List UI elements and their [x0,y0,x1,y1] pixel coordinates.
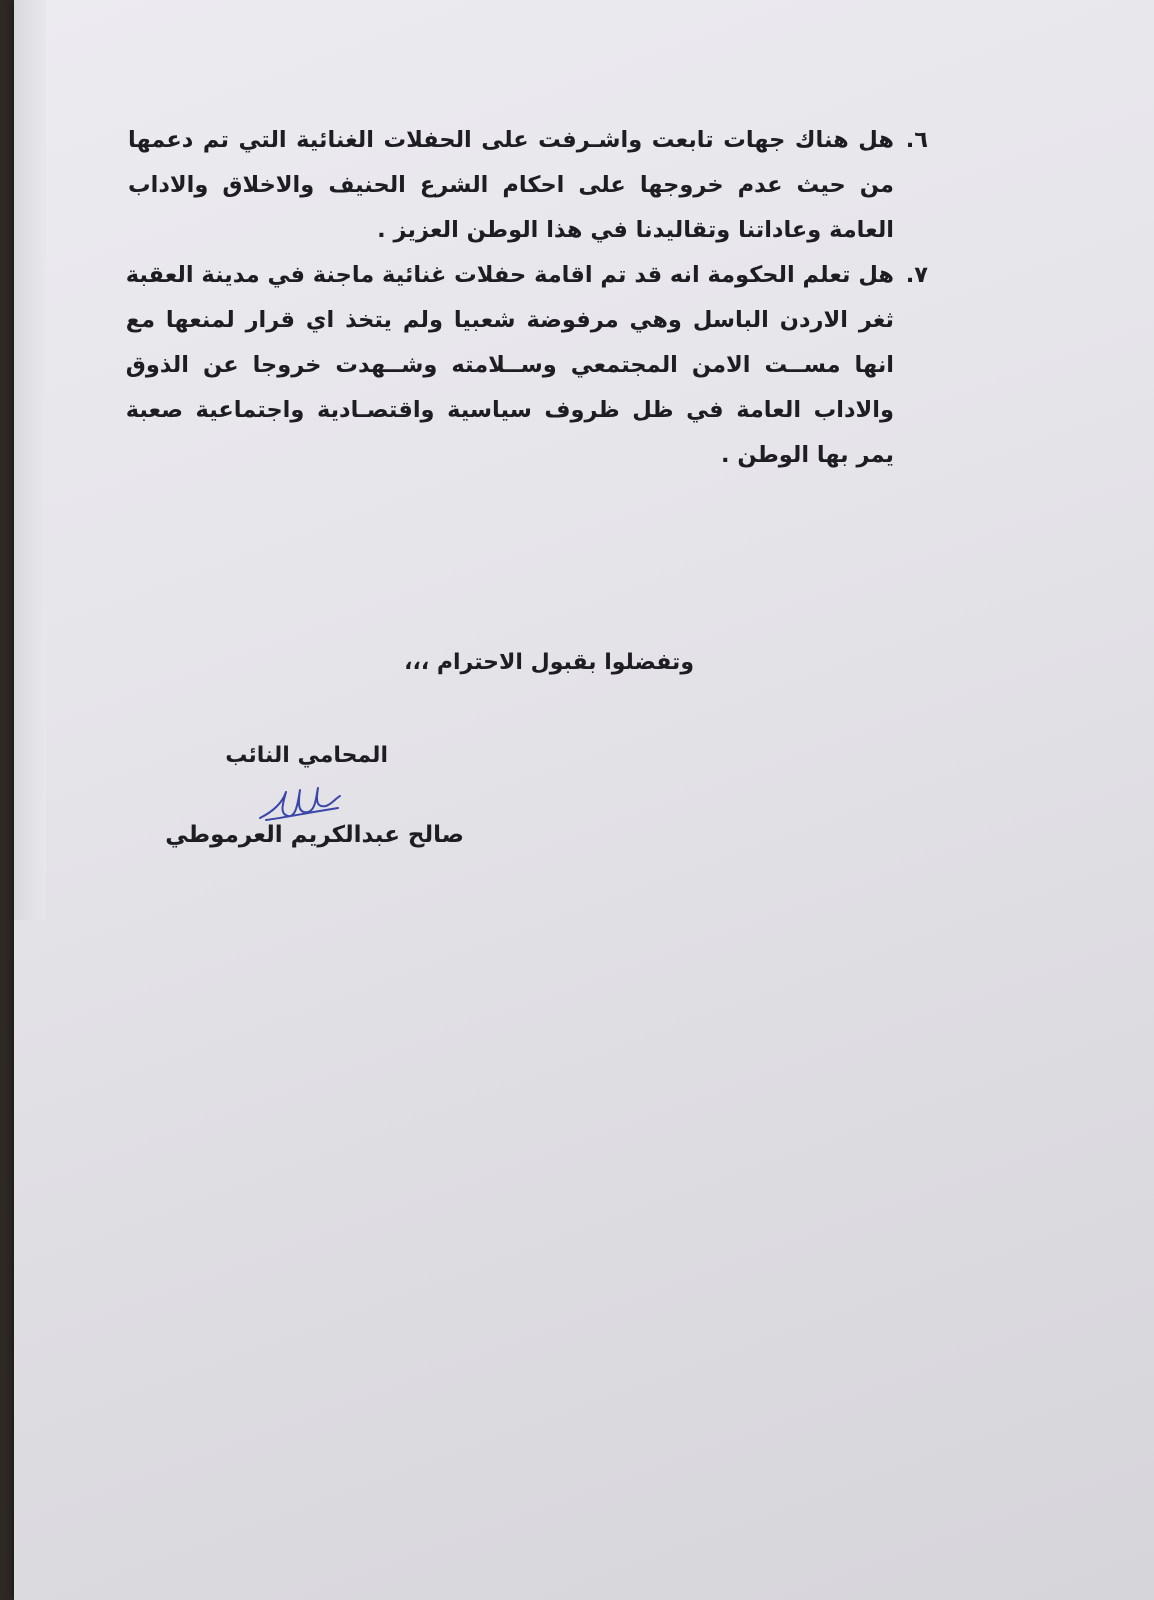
question-text-line: هل تعلم الحكومة انه قد تم اقامة حفلات غنائية ماجنة في مدينة العقبة [125,262,894,288]
handwritten-signature [252,782,348,826]
question-number: ٧. [905,262,928,288]
page-edge-shading [14,0,46,920]
question-text-line: هل هناك جهات تابعت واشـرفت على الحفلات الغنائية التي تم دعمها [128,127,894,153]
question-text-line: من حيث عدم خروجها على احكام الشرع الحنيف والاخلاق والاداب [128,172,894,198]
question-text-line: العامة وعاداتنا وتقاليدنا في هذا الوطن العزيز . [377,217,894,243]
question-item-6 [128,118,928,253]
question-text-line: ثغر الاردن الباسل وهي مرفوضة شعبيا ولم يتخذ اي قرار لمنعها مع [125,307,894,333]
question-text-line: والاداب العامة في ظل ظروف سياسية واقتصـادية واجتماعية صعبة [125,397,894,423]
question-text-line: يمر بها الوطن . [720,442,894,468]
closing-salutation: وتفضلوا بقبول الاحترام ،،، [404,650,694,675]
signatory-name: صالح عبدالكريم العرموطي [165,822,464,848]
signatory-title: المحامي النائب [225,743,388,768]
question-number: ٦. [905,127,928,153]
questions-list [125,118,928,478]
question-item-7 [125,253,928,478]
question-text-line: انها مســت الامن المجتمعي وســلامته وشــهدت خروجا عن الذوق [125,352,894,378]
